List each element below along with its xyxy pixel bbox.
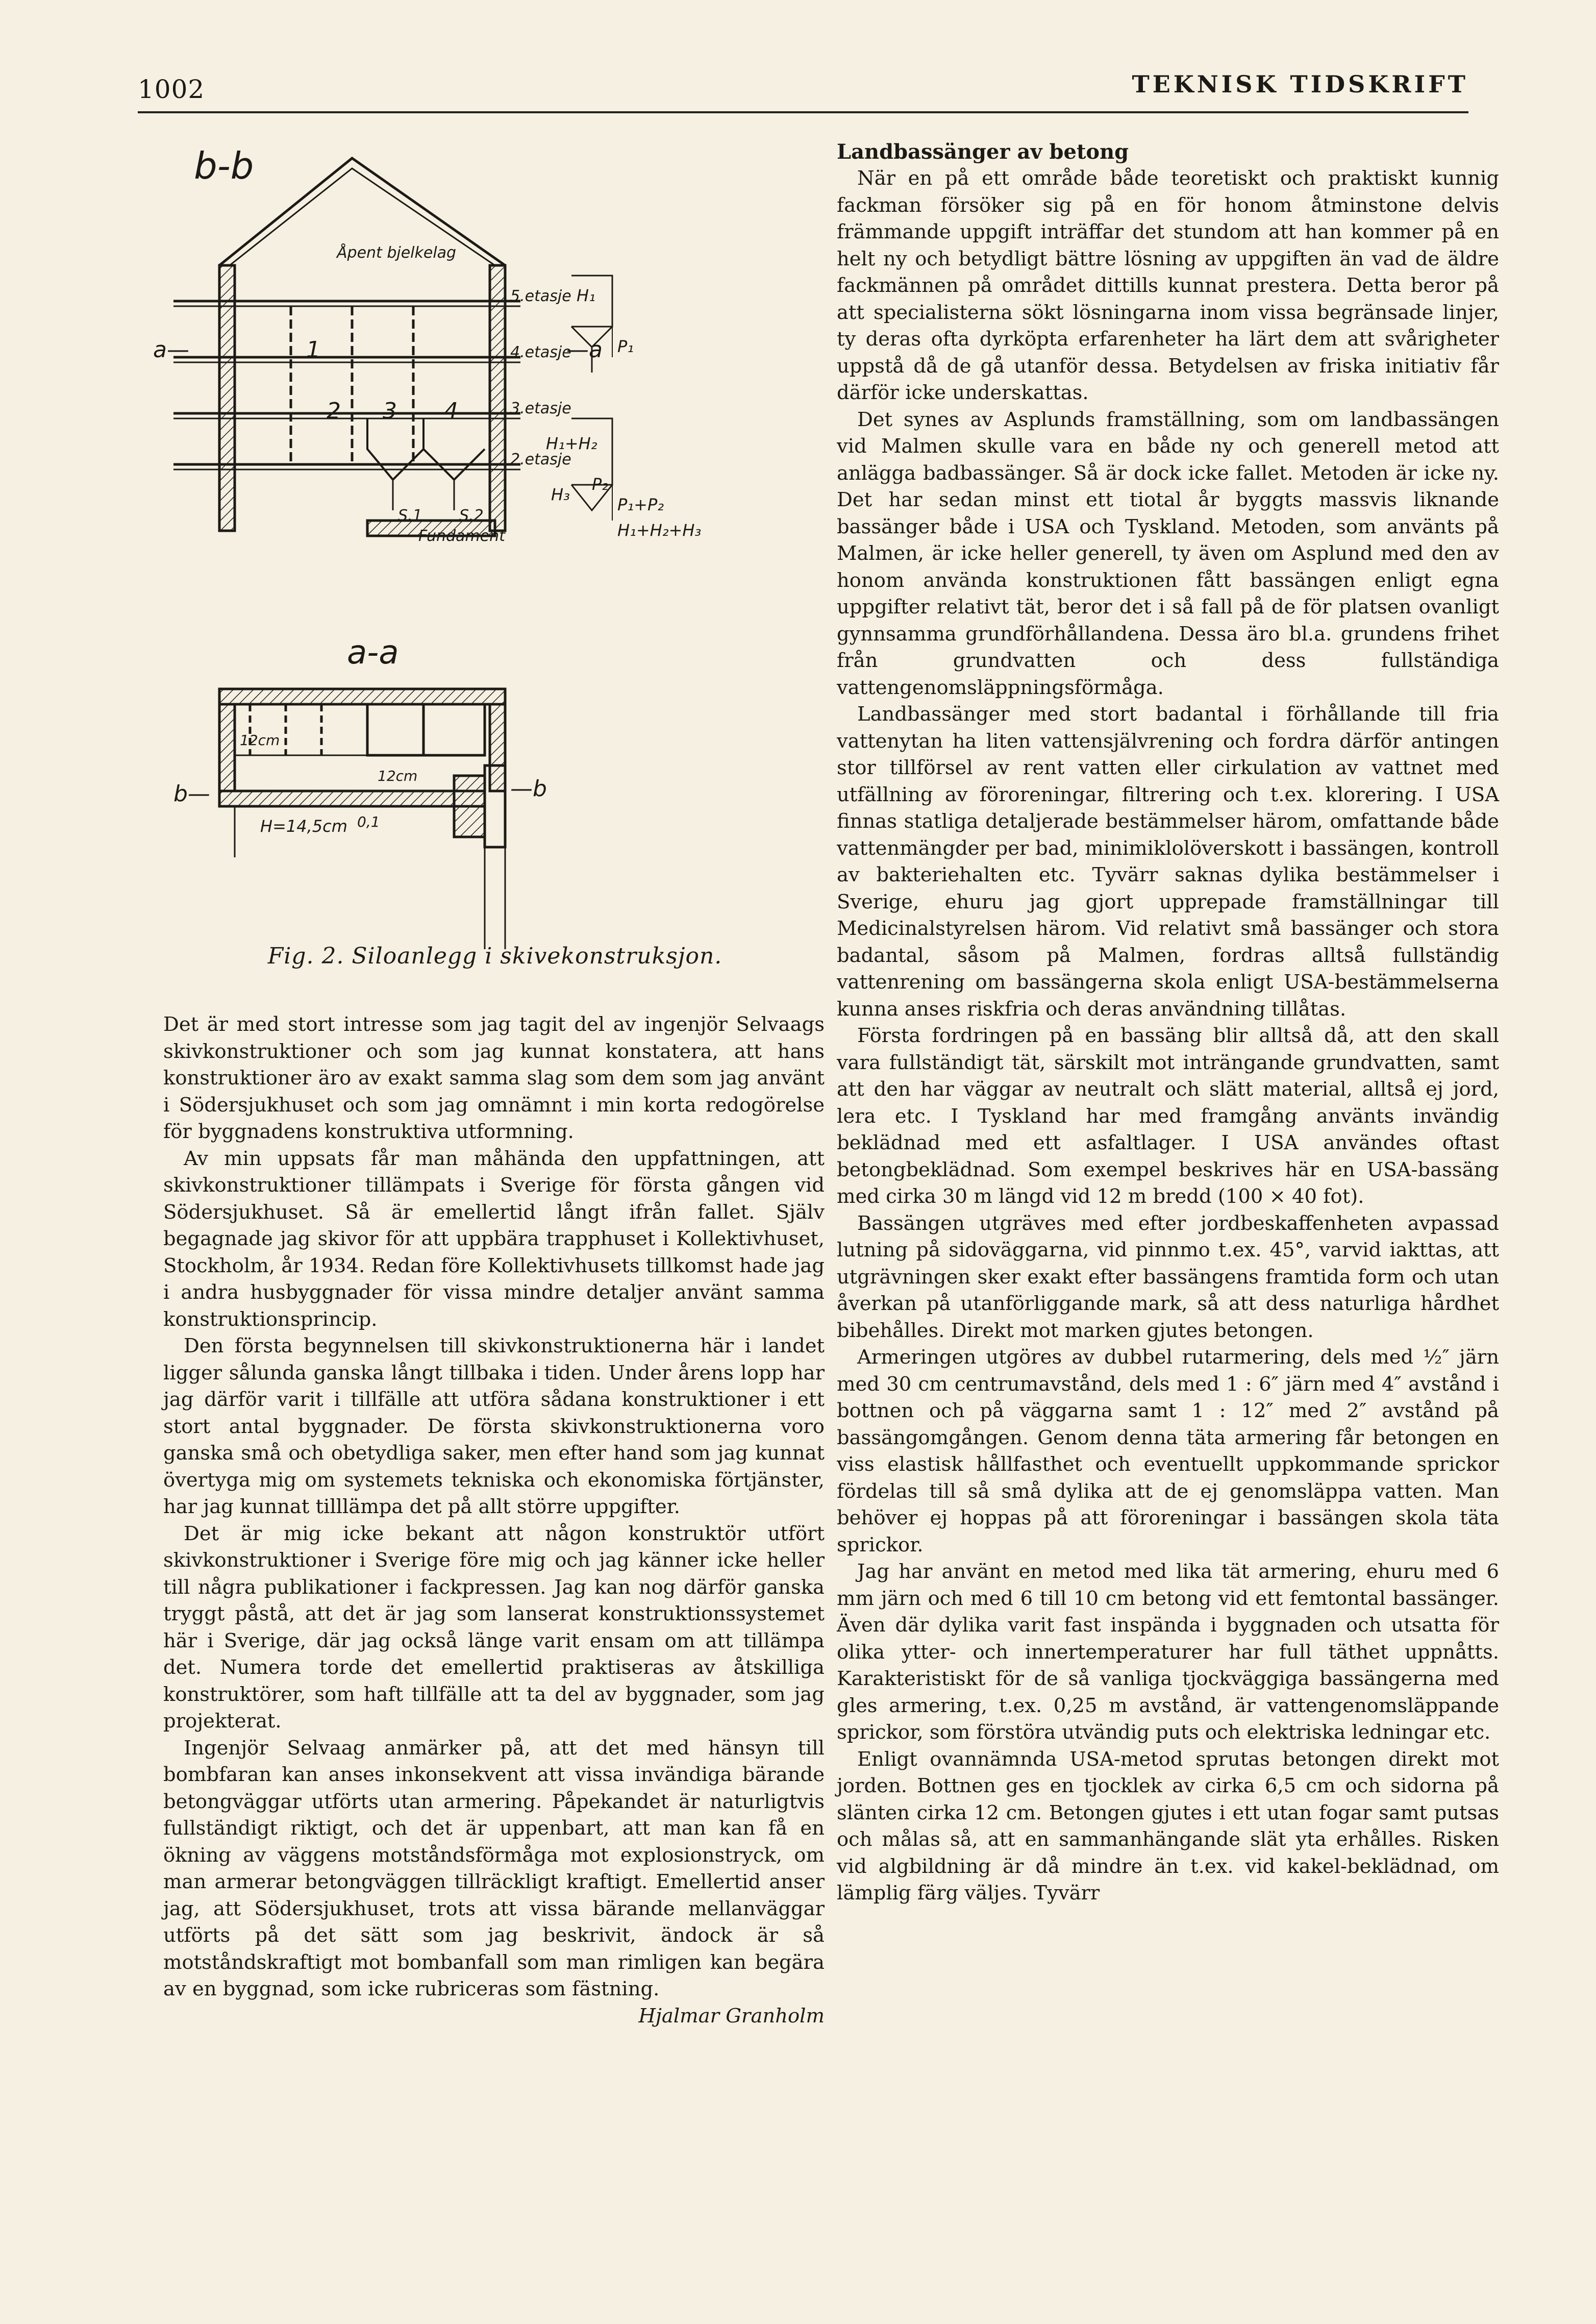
label-cell4: 4 — [444, 398, 458, 424]
label-b-right: —b — [510, 776, 547, 802]
label-a-right: —a — [566, 337, 603, 363]
label-h1h2: H₁+H₂ — [546, 434, 597, 453]
page-number: 1002 — [138, 75, 205, 104]
label-h1h2h3: H₁+H₂+H₃ — [617, 521, 702, 540]
right-paragraph-3: Landbassänger med stort badantal i förhållande till fria vattenytan ha liten vattensjälvrening och fordra därför antingen stor tillförsel av rent vatten eller cirkulation av vattnet med utfällning av föroreningar, filtrering och t.ex. klorering. I USA finnas statliga detaljerade bestämmelser härom, omfattande både vattenmängder per bad, minimiklolöverskott i bassängen, kontroll av bakteriehalten etc. Tyvärr saknas dylika bestämmelser i Sverige, ehuru jag gjort upprepade framställningar till Medicinalstyrelsen härom. Vid relativt små bassänger och stora badantal, såsom på Malmen, fordras alltså fullständig vattenrening om bassängerna skola enligt USA-bestämmelserna kunna anses riskfria och deras användning tillåtas. — [837, 703, 1499, 1021]
label-dimH: H=14,5cm — [260, 817, 347, 836]
label-cell2: 2 — [327, 398, 341, 424]
label-a-left: a— — [153, 337, 189, 363]
label-floor2: 2.etasje — [510, 451, 571, 468]
right-paragraph-4: Första fordringen på en bassäng blir alltså då, att den skall vara fullständigt tät, särskilt mot inträngande grundvatten, samt att den har väggar av neutralt och slätt material, alltså ej jord, lera etc. I Tyskland har med framgång använts invändig beklädnad med ett asfaltlager. I USA användes oftast betongbeklädnad. Som exempel beskrives här en USA-bassäng med cirka 30 m längd vid 12 m bredd (100 × 40 fot). — [837, 1024, 1499, 1208]
label-floor4: 4.etasje — [510, 343, 571, 361]
label-dim01: 0,1 — [357, 813, 380, 830]
label-p1p2: P₁+P₂ — [617, 495, 664, 514]
right-paragraph-7: Jag har använt en metod med lika tät armering, ehuru med 6 mm järn och med 6 till 10 cm betong vid ett femtontal bassänger. Även där dylika varit fast inspända i byggnaden och utsatta för olika ytter- och innertemperaturer har full täthet uppnåtts. Karakteristiskt för de så vanliga tjockväggiga bassängerna med gles armering, t.ex. 0,25 m avstånd, är vattengenomsläppande sprickor, som förstöra utvändig puts och elektriska ledningar etc. — [837, 1560, 1499, 1744]
figure-caption: Fig. 2. Siloanlegg i skivekonstruksjon. — [267, 943, 722, 969]
label-p1: P₁ — [617, 337, 634, 356]
label-section-bb: b-b — [194, 144, 254, 187]
label-h1: H₁ — [577, 286, 595, 305]
right-paragraph-1: När en på ett område både teoretiskt och praktiskt kunnig fackman försöker sig på en för honom åtminstone delvis främmande uppgift inträffar det stundom att han kommer på en helt ny och betydligt bättre lösning av uppgiften än vad de äldre fackmännen på området dittills kunnat prestera. Detta beror på att specialisterna sökt lösningarna inom vissa begränsade linjer, ty deras ofta dyrköpta erfarenheter ha lärt dem att svårigheter uppstå då de gå utanför dessa. Betydelsen av friska initiativ får därför icke underskattas. — [837, 167, 1499, 404]
label-cell1: 1 — [306, 337, 320, 363]
label-s2: S.2 — [459, 507, 484, 525]
right-wall — [490, 265, 505, 531]
plan-bottom-wall — [219, 791, 485, 806]
right-paragraph-2: Det synes av Asplunds framställning, som om landbassängen vid Malmen skulle vara en både ny och generell metod att anlägga badbassänger. Så är dock icke fallet. Metoden är icke ny. Det har sedan minst ett tiotal år byggts massvis liknande bassänger både i USA och Tyskland. Metoden, som använts på Malmen, är icke heller generell, ty även om Asplund med den av honom använda konstruktionen fått bassängen enligt egna uppgifter relativt tät, beror det i så fall på de för platsen ovanligt gynnsamma grundförhållandena. Dessa äro bl.a. grundens frihet från grundvatten och dess fullständiga vattengenomsläppningsförmåga. — [837, 408, 1499, 699]
label-b-left: b— — [173, 781, 210, 807]
left-paragraph-2: Av min uppsats får man måhända den uppfattningen, att skivkonstruktioner tillämpats i Sverige för första gången vid Södersjukhuset. Så är emellertid långt ifrån fallet. Själv begagnade jag skivor för att uppbära trapphuset i Kollektivhuset, Stockholm, år 1934. Redan före Kollektivhusets tillkomst hade jag i andra husbyggnader för vissa mindre detaljer använt samma konstruktionsprincip. — [163, 1147, 825, 1331]
label-open-gable: Åpent bjelkelag — [337, 244, 457, 262]
silo-diagram — [153, 133, 837, 949]
label-p2: P₂ — [592, 475, 609, 494]
label-dim12: 12cm — [240, 732, 280, 749]
left-wall — [219, 265, 235, 531]
right-paragraph-5: Bassängen utgräves med efter jordbeskaffenheten avpassad lutning på sidoväggarna, vid pinnmo t.ex. 45°, varvid iakttas, att utgrävningen sker exakt efter bassängens framtida form och utan åverkan på utanförliggande mark, så att dess naturliga hårdhet bibehålles. Direkt mot marken gjutes betongen. — [837, 1212, 1499, 1342]
left-paragraph-4: Det är mig icke bekant att någon konstruktör utfört skivkonstruktioner i Sverige före mig och jag känner icke heller till några publikationer i fackpressen. Jag kan nog därför ganska tryggt påstå, att det är jag som lanserat konstruktionssystemet här i Sverige, där jag också länge varit ensam om att tillämpa det. Numera torde det emellertid praktiseras av åtskilliga konstruktörer, som haft tillfälle att ta del av byggnader, som jag projekterat. — [163, 1522, 825, 1733]
right-column — [837, 139, 1499, 1907]
label-foundation: Fundament — [418, 527, 505, 545]
right-paragraph-6: Armeringen utgöres av dubbel rutarmering, dels med ½″ järn med 30 cm centrumavstånd, dels med 1 : 6″ järn med 4″ avstånd i bottnen och på väggarna samt 1 : 12″ med 2″ avstånd på bassängomgången. Genom denna täta armering får betongen en viss elastisk hållfasthet och eventuellt uppkommande sprickor fördelas till så små dylika att de ej genomsläppa vatten. Man behöver ej hoppas på att föroreningar i bassängen skola täta sprickor. — [837, 1346, 1499, 1556]
label-section-aa: a-a — [347, 634, 399, 672]
author-signature: Hjalmar Granholm — [638, 2004, 825, 2028]
left-paragraph-5-text: Ingenjör Selvaag anmärker på, att det med hänsyn till bombfaran kan anses inkonsekvent att vissa invändiga bärande betongväggar utförts utan armering. Påpekandet är naturligtvis fullständigt riktigt, och det är uppenbart, att man kan få en ökning av väggens motståndsförmåga mot explosionstryck, om man armerar betongväggen tillräckligt kraftigt. Emellertid anser jag, att Södersjukhuset, trots att vissa bärande mellanväggar utförts på det sätt som jag beskrivit, ändock är så motståndskraftigt mot bombanfall som man rimligen kan begära av en byggnad, som icke rubriceras som fästning. — [163, 1736, 825, 2000]
left-paragraph-1: Det är med stort intresse som jag tagit del av ingenjör Selvaags skivkonstruktioner och som jag kunnat konstatera, att hans konstruktioner äro av exakt samma slag som dem som jag använt i Södersjukhuset och som jag omnämnt i min korta redogörelse för byggnadens konstruktiva utformning. — [163, 1013, 825, 1143]
page-header — [138, 70, 1468, 113]
label-s1: S.1 — [398, 507, 422, 525]
journal-name: TEKNISK TIDSKRIFT — [1132, 70, 1468, 98]
left-column — [163, 1011, 825, 2030]
section-title: Landbassänger av betong — [837, 140, 1129, 164]
label-floor5: 5.etasje — [510, 287, 571, 305]
label-floor3: 3.etasje — [510, 400, 571, 417]
label-dim12b: 12cm — [378, 768, 418, 784]
label-cell3: 3 — [383, 398, 397, 424]
left-paragraph-3: Den första begynnelsen till skivkonstruktionerna här i landet ligger sålunda ganska långt tillbaka i tiden. Under årens lopp har jag därför varit i tillfälle att utföra sådana konstruktioner i ett stort antal byggnader. De första skivkonstruktionerna voro ganska små och obetydliga saker, men efter hand som jag kunnat övertyga mig om systemets tekniska och ekonomiska förtjänster, har jag kunnat tilllämpa det på allt större uppgifter. — [163, 1334, 825, 1518]
figure-silo-drawing — [153, 133, 837, 980]
left-paragraph-5 — [163, 1735, 825, 2028]
plan-top-wall — [219, 689, 505, 704]
right-paragraph-8: Enligt ovannämnda USA-metod sprutas betongen direkt mot jorden. Bottnen ges en tjocklek av cirka 6,5 cm och sidorna på slänten cirka 12 cm. Betongen gjutes i ett utan fogar samt putsas och målas så, att en sammanhängande slät yta erhålles. Risken vid algbildning är då mindre än t.ex. vid kakel-beklädnad, om lämplig färg väljes. Tyvärr — [837, 1747, 1499, 1905]
label-h3: H₃ — [551, 485, 570, 504]
